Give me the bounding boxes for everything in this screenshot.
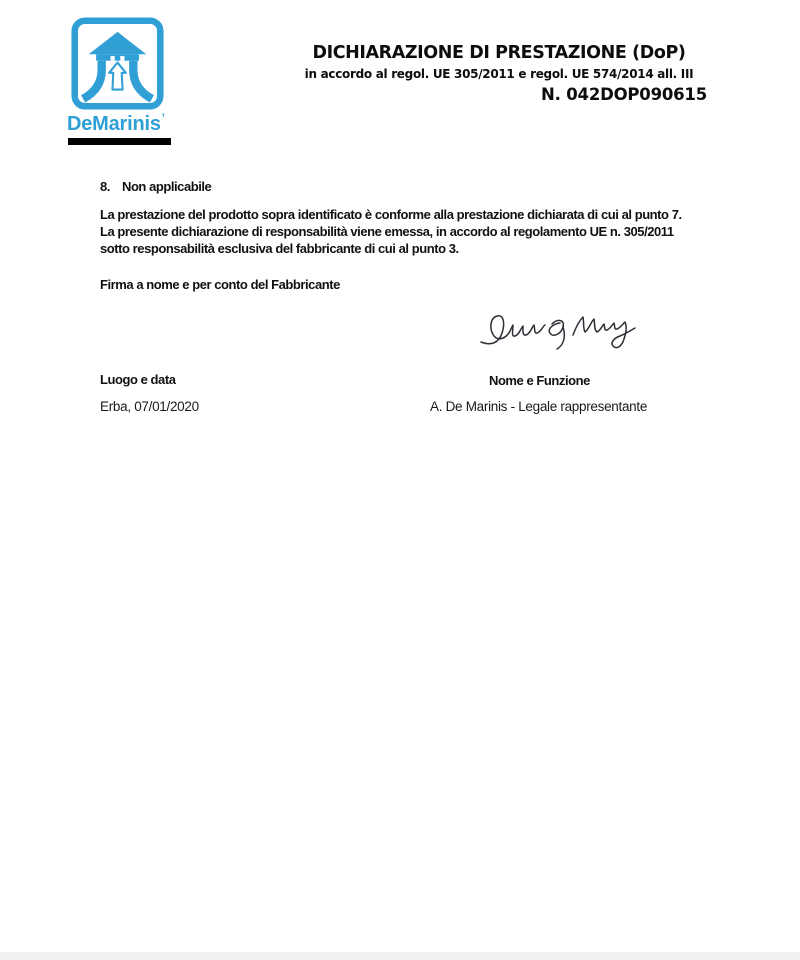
- point-text: Non applicabile: [122, 179, 212, 194]
- regulation-reference-line: in accordo al regol. UE 305/2011 e regol. UE 574/2014 all. III: [304, 67, 694, 81]
- page-bottom-edge: [0, 952, 800, 960]
- signature-caption: Firma a nome e per conto del Fabbricante: [100, 277, 340, 292]
- brand-trademark-mark: ’: [161, 112, 165, 124]
- chimney-arrow-logo-icon: [71, 17, 164, 110]
- handwritten-signature: [477, 301, 652, 353]
- point-8-row: [100, 179, 211, 194]
- conformity-line: La prestazione del prodotto sopra identificato è conforme alla prestazione dichiarata di cui al punto 7.: [100, 207, 682, 222]
- name-function-value: A. De Marinis - Legale rappresentante: [430, 399, 648, 414]
- document-header: [283, 43, 715, 104]
- point-number: 8.: [100, 179, 110, 194]
- place-date-label: Luogo e data: [100, 372, 176, 387]
- brand-text: DeMarinis: [67, 113, 161, 135]
- name-function-label: Nome e Funzione: [489, 373, 590, 388]
- place-date-value: Erba, 07/01/2020: [100, 399, 199, 414]
- conformity-line: sotto responsabilità esclusiva del fabbricante di cui al punto 3.: [100, 241, 459, 257]
- brand-logotype: [67, 112, 165, 136]
- conformity-line: La presente dichiarazione di responsabilità viene emessa, in accordo al regolamento UE n. 305/2011: [100, 224, 674, 240]
- conformity-paragraph: [100, 206, 682, 258]
- dop-number: N. 042DOP090615: [541, 85, 707, 104]
- document-title: DICHIARAZIONE DI PRESTAZIONE (DoP): [312, 43, 686, 63]
- brand-underline-bar: [68, 138, 171, 145]
